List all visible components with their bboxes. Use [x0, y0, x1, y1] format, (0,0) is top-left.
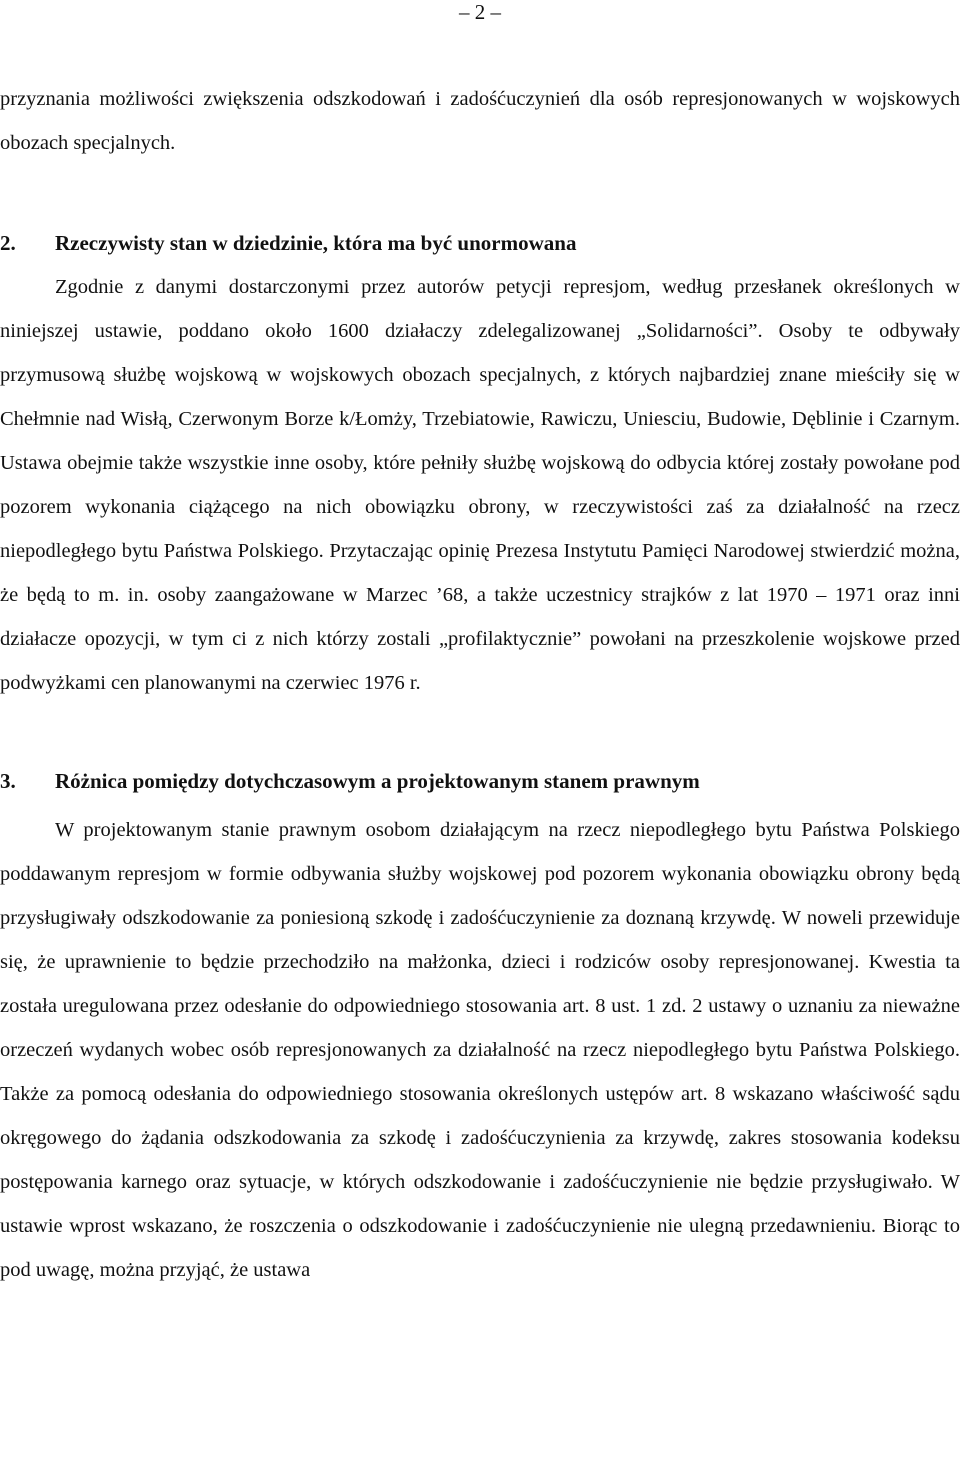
section-3-heading [0, 759, 960, 803]
section-3-paragraph: W projektowanym stanie prawnym osobom działającym na rzecz niepodległego bytu Państwa Polskiego poddawanym represjom w formie odbywania służby wojskowej pod pozorem wykonania obowiązku obrony będą przysługiwały odszkodowanie za poniesioną szkodę i zadośćuczynienie za doznaną krzywdę. W noweli przewiduje się, że uprawnienie to będzie przechodziło na małżonka, dzieci i rodziców osoby represjonowanej. Kwestia ta została uregulowana przez odesłanie do odpowiedniego stosowania art. 8 ust. 1 zd. 2 ustawy o uznaniu za nieważne orzeczeń wydanych wobec osób represjonowanych za działalność na rzecz niepodległego bytu Państwa Polskiego. Także za pomocą odesłania do odpowiedniego stosowania określonych ustępów art. 8 wskazano właściwość sądu okręgowego do żądania odszkodowania za szkodę i zadośćuczynienia za krzywdę, zakres stosowania kodeksu postępowania karnego oraz sytuacje, w których odszkodowanie i zadośćuczynienie nie będzie przysługiwało. W ustawie wprost wskazano, że roszczenia o odszkodowanie i zadośćuczynienie nie ulegną przedawnieniu. Biorąc to pod uwagę, można przyjąć, że ustawa [0, 819, 960, 1281]
section-3-number: 3. [0, 769, 16, 793]
spacer [0, 705, 960, 759]
section-2-heading [0, 221, 960, 265]
page-number: – 2 – [459, 0, 501, 24]
section-3-title: Różnica pomiędzy dotychczasowym a projektowanym stanem prawnym [55, 769, 700, 793]
section-2-paragraph: Zgodnie z danymi dostarczonymi przez autorów petycji represjom, według przesłanek określonych w niniejszej ustawie, poddano około 1600 działaczy zdelegalizowanej „Solidarności”. Osoby te odbywały przymusową służbę wojskową w wojskowych obozach specjalnych, z których najbardziej znane mieściły się w Chełmnie nad Wisłą, Czerwonym Borze k/Łomży, Trzebiatowie, Rawiczu, Uniesciu, Budowie, Dęblinie i Czarnym. Ustawa obejmie także wszystkie inne osoby, które pełniły służbę wojskową do odbycia której zostały powołane pod pozorem wykonania ciążącego na nich obowiązku obrony, w rzeczywistości zaś za działalność na rzecz niepodległego bytu Państwa Polskiego. Przytaczając opinię Prezesa Instytutu Pamięci Narodowej stwierdzić można, że będą to m. in. osoby zaangażowane w Marzec ’68, a także uczestnicy strajków z lat 1970 – 1971 oraz inni działacze opozycji, w tym ci z nich którzy zostali „profilaktycznie” powołani na przeszkolenie wojskowe przed podwyżkami cen planowanymi na czerwiec 1976 r. [0, 276, 960, 694]
section-2-title: Rzeczywisty stan w dziedzinie, która ma być unormowana [55, 231, 577, 255]
section-2 [0, 221, 960, 705]
intro-paragraph: przyznania możliwości zwiększenia odszkodowań i zadośćuczynień dla osób represjonowanych w wojskowych obozach specjalnych. [0, 88, 960, 154]
section-2-number: 2. [0, 231, 16, 255]
spacer [0, 165, 960, 221]
section-3 [0, 759, 960, 1292]
document-body [0, 77, 960, 1292]
